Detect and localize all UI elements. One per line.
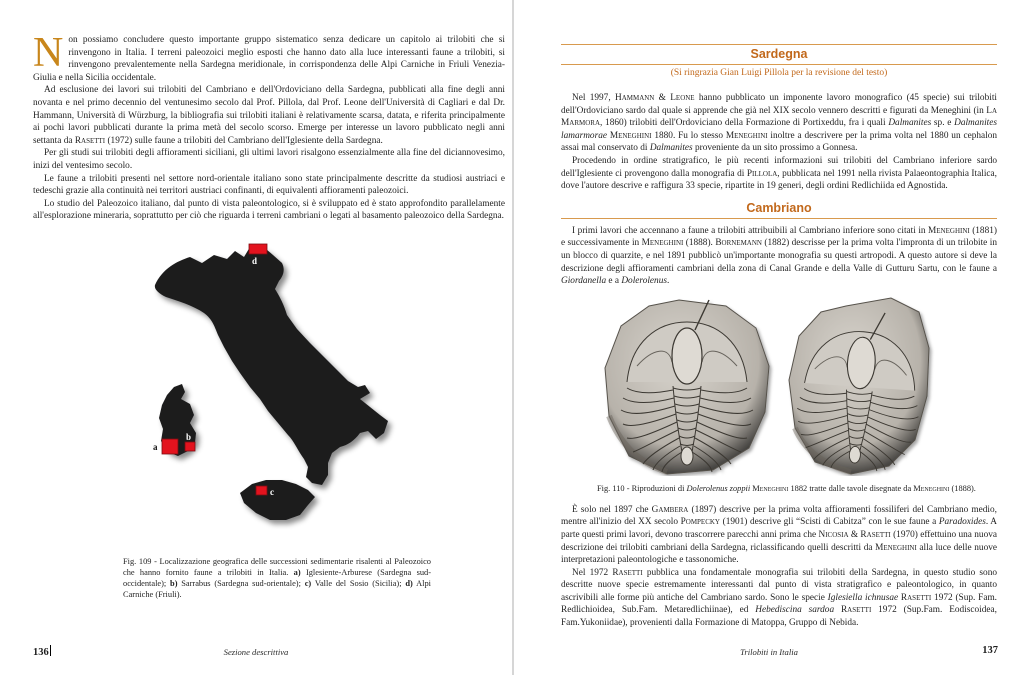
cambriano-paragraph-1: I primi lavori che accennano a faune a trilobiti attribuibili al Cambriano inferiore sono citati in Meneghini (1881) e successivamente in Meneghini (1888). Bornemann (1882) descrisse per la prima volta l'impronta di un trilobite in un blocco di quarzite, e nel 1891 pubblicò un'importante monografia su questi artropodi. A questo autore si deve la descrizione degli affioramenti cambriani della zona di Canal Grande e della Valle di Gutturu Sartu, con le faune a Giordanella e a Dolerolenus.	[561, 225, 997, 287]
page-number-left-text: 136	[33, 647, 49, 658]
paragraph-intro	[33, 30, 505, 84]
trilobite-engravings-svg	[601, 296, 941, 476]
sardegna-subtitle: (Si ringrazia Gian Luigi Pillola per la revisione del testo)	[670, 68, 888, 78]
marker-a-iglesiente	[162, 439, 178, 454]
map-letter-b: b	[186, 432, 192, 442]
drop-cap: N	[33, 30, 64, 76]
italy-map-svg	[132, 243, 422, 555]
page-number-right: 137	[982, 645, 998, 656]
map-letter-d: d	[252, 256, 258, 266]
running-footer-right: Trilobiti in Italia	[740, 647, 798, 657]
section-title-sardegna: Sardegna	[750, 47, 808, 61]
rule-below-sardegna	[561, 64, 997, 65]
figure-110-caption: Fig. 110 - Riproduzioni di Dolerolenus zoppii Meneghini 1882 tratte dalle tavole disegnate da Meneghini (1888).	[597, 483, 976, 493]
figure-109-caption: Fig. 109 - Localizzazione geografica delle successioni sedimentarie risalenti al Paleozoico che hanno fornito faune a trilobiti in Italia. a) Iglesiente-Arburese (Sardegna sud-occidentale); b) Sarrabus (Sardegna sud-orientale); c) Valle del Sosio (Sicilia); d) Alpi Carniche (Friuli).	[123, 557, 431, 599]
map-letter-c: c	[270, 487, 274, 497]
section-title-cambriano: Cambriano	[746, 200, 812, 215]
sardegna-paragraph-1: Nel 1997, Hammann & Leone hanno pubblicato un imponente lavoro monografico (45 specie) sui trilobiti dell'Ordoviciano sardo dal quale si apprende che già nel XIX secolo vennero descritti e figurati da Meneghini (in La Marmora, 1860) trilobiti dell'Ordoviciano della Formazione di Portixeddu, fra i quali Dalmanites sp. e Dalmanites lamarmorae Meneghini 1880. Fu lo stesso Meneghini inoltre a descrivere per la prima volta nel 1880 un cephalon assai mal conservato di Dalmanites proveniente da un sito prossimo a Gonnesa.	[561, 93, 997, 154]
sardegna-paragraph-2: Procedendo in ordine stratigrafico, le più recenti informazioni sui trilobiti del Cambriano inferiore sardo dell'Iglesiente ci provengono dalla monografia di Pillola, pubblicata nel 1991 nella rivista Palaeontographia Italica, dove l'autore descrive e raffigura 33 specie, ripartite in 19 generi, degli ordini Redlichiida ed Agnostida.	[561, 155, 997, 192]
cambriano-paragraph-3: Nel 1972 Rasetti pubblica una fondamentale monografia sui trilobiti della Sardegna, in questo studio sono descritte nuove specie estremamente interessanti dal punto di vista stratigrafico e paleontologico, in quanto ascrivibili alle forme più antiche del Cambriano sardo. Sono le specie Iglesiella ichnusae Rasetti 1972 (Sup. Fam. Redlichioidea, Sub.Fam. Metaredlichiinae), ed Hebediscina sardoa Rasetti 1972 (Sup.Fam. Eodiscoidea, Fam.Yukoniidae), provenienti dalla Formazione di Matoppa, Gruppo di Nebida.	[561, 567, 998, 629]
figure-109-map	[132, 243, 422, 555]
rule-below-cambriano	[561, 218, 997, 219]
paragraph-5: Lo studio del Paleozoico italiano, dal punto di vista paleontologico, si è sviluppato ed è stato approfondito parallelamente all'esplorazione mineraria, soprattutto per ciò che riguarda i terreni cambriani o legati al basamento paleozoico della Sardegna.	[33, 198, 505, 222]
figure-110-trilobites	[601, 296, 941, 476]
map-letter-a: a	[153, 442, 158, 452]
marker-b-sarrabus	[185, 442, 195, 451]
page-right	[512, 0, 1024, 675]
paragraph-4: Le faune a trilobiti presenti nel settore nord-orientale italiano sono state principalmente descritte da studiosi austriaci e tedeschi grazie alla continuità nei territori austriaci confinanti, di equivalenti affioramenti paleozoici.	[33, 173, 505, 197]
marker-c-valle-del-sosio	[256, 486, 267, 495]
paragraph-2: Ad esclusione dei lavori sui trilobiti del Cambriano e dell'Ordoviciano della Sardegna, pubblicati alla fine degli anni novanta e nel primo decennio del ventunesimo secolo dal Prof. Pillola, dal Prof. Leone dell'Università di Cagliari e dal Dr. Hammann, Università di Würzburg, la bibliografia sui trilobiti italiani è relativamente scarsa, datata, e riferita principalmente ai pochi lavori pubblicati durante la prima metà del secolo scorso. Emerge per interesse un lavoro pubblicato negli anni settanta da Rasetti (1972) sulle faune a trilobiti del Cambriano dell'Iglesiente della Sardegna.	[33, 85, 505, 146]
right-text-column	[561, 44, 997, 630]
marker-d-alpi-carniche	[249, 244, 267, 254]
running-footer-left: Sezione descrittiva	[223, 647, 289, 657]
cambriano-paragraph-2: È solo nel 1897 che Gambera (1897) descrive per la prima volta affioramenti fossiliferi del Cambriano medio, mentre all'inizio del XX secolo Pompecky (1901) descrive gli “Scisti di Cabitza” con le sue faune a Paradoxides. A parte questi primi lavori, devono trascorrere parecchi anni prima che Nicosia & Rasetti (1970) effettuino una nuova descrizione dei trilobiti cambriani della Sardegna, riclassificando quelli descritti da Meneghini alla luce delle nuove interpretazioni paleontologiche e tassonomiche.	[561, 504, 998, 566]
sicily-silhouette	[240, 480, 315, 520]
left-text-column	[33, 30, 505, 223]
paragraph-3: Per gli studi sui trilobiti degli affioramenti siciliani, gli ultimi lavori risalgono essenzialmente alla fine del diciannovesimo, inizi del ventesimo secolo.	[33, 148, 505, 171]
paragraph-intro-text: on possiamo concludere questo importante gruppo sistematico senza dedicare un capitolo ai trilobiti che si rinvengono in Italia. I terreni paleozoici meglio esposti che hanno dato alla luce interessanti faune a trilobiti, si rinvengono prevalentemente nella Sardegna meridionale, in corrispondenza delle Alpi Carniche in Friuli Venezia-Giulia e nella Sicilia occidentale.	[33, 35, 505, 83]
